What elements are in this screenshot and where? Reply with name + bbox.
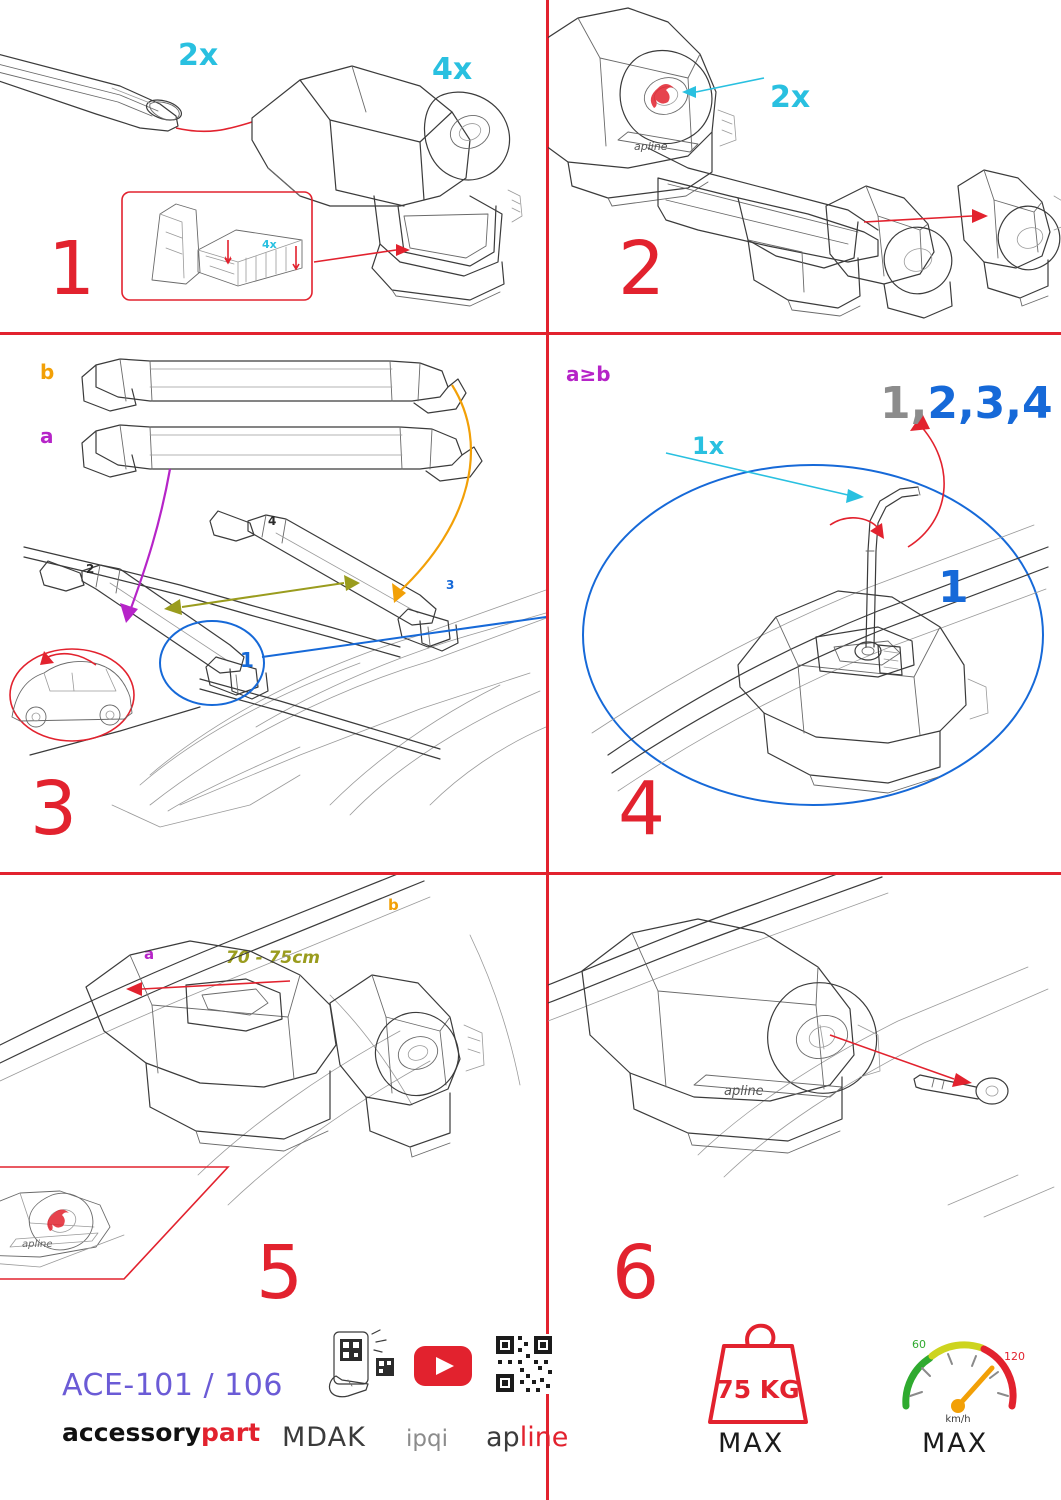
label-a-ge-b: a≥b bbox=[566, 362, 611, 386]
youtube-icon[interactable] bbox=[412, 1342, 474, 1388]
foot-body-zoom bbox=[738, 591, 988, 793]
brand-ipqi: ipqi bbox=[406, 1426, 448, 1452]
scale-max-label: 120 bbox=[1004, 1350, 1025, 1363]
speedometer-icon bbox=[888, 1310, 1038, 1430]
weight-value: 75 KG bbox=[716, 1375, 800, 1404]
step-1-qty-4x: 4x bbox=[432, 52, 473, 87]
inset-qty-label: 4x bbox=[262, 238, 277, 251]
weight-icon bbox=[688, 1318, 828, 1428]
scale-min-label: 60 bbox=[912, 1338, 926, 1351]
step-1-qty-2x: 2x bbox=[178, 38, 219, 73]
label-bar-a: a bbox=[40, 424, 54, 448]
sequence-part-2: 2,3,4 bbox=[927, 378, 1053, 429]
sequence-part-1: 1, bbox=[880, 378, 928, 429]
step-6-number: 6 bbox=[612, 1230, 661, 1316]
qr-code-icon bbox=[494, 1334, 556, 1396]
label-bar-b: b bbox=[40, 360, 55, 384]
inset-foot-top-view bbox=[0, 1191, 124, 1267]
roof-bar-part bbox=[0, 52, 184, 131]
brand-ap-text: ap bbox=[486, 1422, 520, 1453]
step-1-number: 1 bbox=[48, 226, 97, 312]
step-3-illustration bbox=[0, 335, 546, 872]
brand-mdak: MDAK bbox=[282, 1422, 366, 1453]
step-6-illustration bbox=[548, 875, 1061, 1275]
label-point-2: 2 bbox=[86, 562, 95, 576]
label-point-1: 1 bbox=[240, 648, 254, 672]
brand-accessory-text: accessory bbox=[62, 1418, 202, 1447]
label-1x: 1x bbox=[692, 432, 725, 460]
product-code: ACE-101 / 106 bbox=[62, 1368, 283, 1403]
car-roof-scene bbox=[24, 511, 546, 827]
label-point-4: 4 bbox=[268, 514, 277, 528]
label-point-3: 3 bbox=[446, 578, 455, 592]
label-turn-1: 1 bbox=[938, 562, 969, 613]
step-5-number: 5 bbox=[256, 1230, 305, 1316]
crossbar-b bbox=[82, 359, 466, 413]
step-2-number: 2 bbox=[618, 226, 667, 312]
car-direction-thumbnail bbox=[10, 649, 134, 741]
qr-phone-icon bbox=[322, 1328, 398, 1402]
brand-line-text: line bbox=[519, 1422, 569, 1453]
weight-max-label: MAX bbox=[718, 1428, 785, 1459]
svg-text:apline: apline bbox=[634, 140, 668, 153]
allen-key-tool bbox=[866, 487, 920, 647]
step-3-number: 3 bbox=[30, 766, 79, 852]
svg-text:apline: apline bbox=[724, 1084, 764, 1099]
crossbar-a bbox=[82, 425, 482, 481]
rack-foot-exploded bbox=[648, 148, 1061, 318]
brand-part-text: part bbox=[201, 1418, 261, 1447]
svg-text:apline: apline bbox=[22, 1239, 53, 1250]
rack-foot-with-lock bbox=[548, 8, 736, 206]
label-curve-b: b bbox=[388, 896, 399, 914]
label-bar-spacing: 70 - 75cm bbox=[226, 948, 320, 968]
brand-apline bbox=[486, 1422, 568, 1453]
rack-foot-assembly bbox=[252, 66, 522, 306]
speed-max-label: MAX bbox=[922, 1428, 989, 1459]
detail-circle-zoom bbox=[583, 465, 1043, 805]
brand-accessorypart bbox=[62, 1418, 260, 1447]
speed-unit-label: km/h bbox=[945, 1414, 971, 1425]
step-4-number: 4 bbox=[618, 766, 667, 852]
rubber-pad-detail bbox=[152, 204, 302, 286]
step-2-qty-2x: 2x bbox=[770, 80, 811, 115]
label-curve-a: a bbox=[144, 945, 155, 963]
